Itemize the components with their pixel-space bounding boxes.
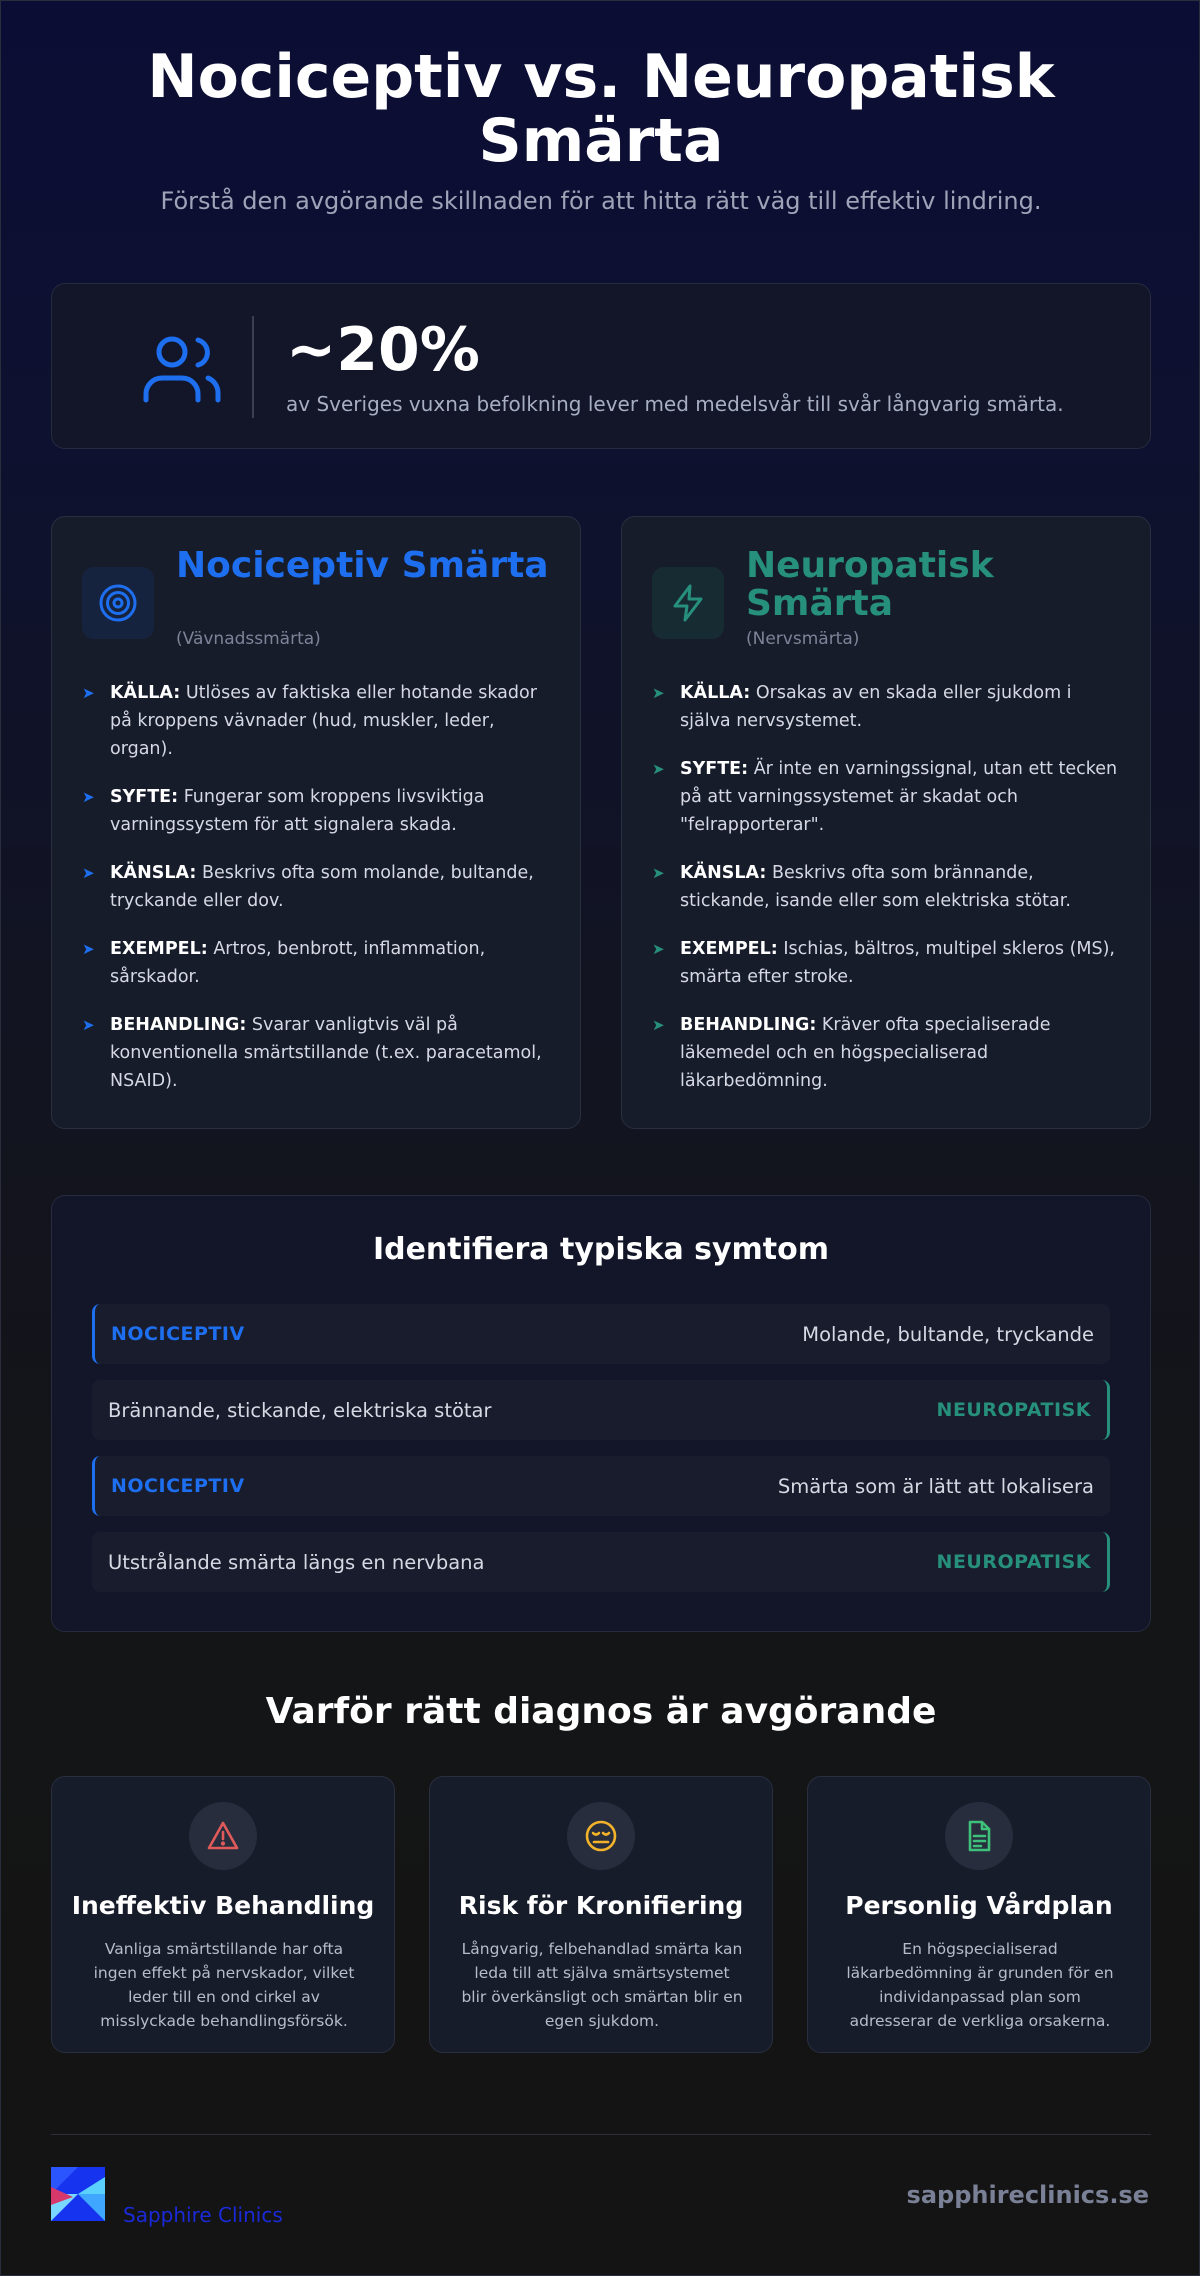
arrow-icon: ➤ (82, 940, 95, 958)
nociceptive-card (51, 516, 581, 1129)
arrow-icon: ➤ (82, 864, 95, 882)
reason-card (51, 1776, 395, 2053)
stat-value: ~20% (286, 315, 480, 385)
symptom-tag: NOCICEPTIV (111, 1475, 245, 1497)
target-icon (98, 583, 138, 623)
reason-icon-circle (567, 1802, 635, 1870)
arrow-icon: ➤ (652, 684, 665, 702)
reason-icon-circle (945, 1802, 1013, 1870)
warning-icon (206, 1819, 240, 1853)
document-icon (962, 1819, 996, 1853)
list-item: ➤ KÄLLA: Orsakas av en skada eller sjukdom i själva nervsystemet. (652, 679, 1122, 735)
list-item: ➤ BEHANDLING: Svarar vanligtvis väl på konventionella smärtstillande (t.ex. paracetamol, NSAID). (82, 1011, 552, 1095)
reason-title: Personlig Vårdplan (845, 1891, 1113, 1920)
symptom-text: Brännande, stickande, elektriska stötar (108, 1398, 492, 1422)
reason-card (429, 1776, 773, 2053)
arrow-icon: ➤ (82, 1016, 95, 1034)
page-subtitle: Förstå den avgörande skillnaden för att hitta rätt väg till effektiv lindring. (160, 187, 1042, 215)
list-item: ➤ EXEMPEL: Ischias, bältros, multipel skleros (MS), smärta efter stroke. (652, 935, 1122, 991)
stat-panel (51, 283, 1151, 449)
neuropathic-list (652, 679, 1122, 1115)
nociceptive-title: Nociceptiv Smärta (176, 545, 549, 586)
arrow-icon: ➤ (82, 788, 95, 806)
logo-text: Sapphire Clinics (123, 2203, 283, 2227)
symptom-row (92, 1456, 1110, 1516)
reason-title: Risk för Kronifiering (458, 1891, 744, 1920)
symptom-text: Molande, bultande, tryckande (802, 1322, 1094, 1346)
users-icon (140, 332, 224, 404)
symptom-row (92, 1380, 1110, 1440)
arrow-icon: ➤ (82, 684, 95, 702)
symptom-tag: NOCICEPTIV (111, 1323, 245, 1345)
list-item: ➤ KÄNSLA: Beskrivs ofta som brännande, stickande, isande eller som elektriska stötar. (652, 859, 1122, 915)
symptom-row (92, 1532, 1110, 1592)
list-item: ➤ SYFTE: Är inte en varningssignal, utan ett tecken på att varningssystemet är skadat och "felrapporterar". (652, 755, 1122, 839)
list-item: ➤ BEHANDLING: Kräver ofta specialiserade läkemedel och en högspecialiserad läkarbedömning. (652, 1011, 1122, 1095)
nociceptive-icon-box (82, 567, 154, 639)
page-title: Nociceptiv vs. Neuropatisk Smärta (147, 42, 1055, 176)
symptom-text: Smärta som är lätt att lokalisera (777, 1474, 1094, 1498)
reason-text: Vanliga smärtstillande har ofta ingen effekt på nervskador, vilket leder till en ond cirkel av misslyckade behandlingsförsök. (93, 1940, 355, 2030)
list-item: ➤ SYFTE: Fungerar som kroppens livsviktiga varningssystem för att signalera skada. (82, 783, 552, 839)
nociceptive-subtitle: (Vävnadssmärta) (176, 629, 321, 649)
tired-face-icon (584, 1819, 618, 1853)
arrow-icon: ➤ (652, 864, 665, 882)
neuropathic-icon-box (652, 567, 724, 639)
symptom-text: Utstrålande smärta längs en nervbana (108, 1550, 485, 1574)
footer-divider (51, 2134, 1151, 2135)
list-item: ➤ KÄNSLA: Beskrivs ofta som molande, bultande, tryckande eller dov. (82, 859, 552, 915)
symptoms-title: Identifiera typiska symtom (372, 1232, 830, 1267)
arrow-icon: ➤ (652, 760, 665, 778)
symptoms-panel (51, 1195, 1151, 1632)
list-item: ➤ EXEMPEL: Artros, benbrott, inflammation, sårskador. (82, 935, 552, 991)
neuropathic-subtitle: (Nervsmärta) (746, 629, 860, 649)
sapphire-logo-icon (51, 2167, 105, 2221)
header (51, 42, 1151, 215)
reason-title: Ineffektiv Behandling (71, 1891, 375, 1920)
stat-description: av Sveriges vuxna befolkning lever med medelsvår till svår långvarig smärta. (286, 392, 1064, 416)
why-title: Varför rätt diagnos är avgörande (265, 1691, 937, 1732)
website-link[interactable]: sapphireclinics.se (906, 2181, 1149, 2209)
reason-text: Långvarig, felbehandlad smärta kan leda till att själva smärtsystemet blir överkänsligt och smärtan blir en egen sjukdom. (461, 1940, 743, 2030)
neuropathic-card (621, 516, 1151, 1129)
list-item: ➤ KÄLLA: Utlöses av faktiska eller hotande skador på kroppens vävnader (hud, muskler, leder, organ). (82, 679, 552, 763)
symptom-row (92, 1304, 1110, 1364)
reason-icon-circle (189, 1802, 257, 1870)
reason-card (807, 1776, 1151, 2053)
lightning-icon (668, 583, 708, 623)
stat-divider (252, 316, 254, 418)
symptom-tag: NEUROPATISK (936, 1399, 1091, 1421)
reason-text: En högspecialiserad läkarbedömning är grunden för en individanpassad plan som adresserar de verkliga orsakerna. (846, 1940, 1114, 2030)
nociceptive-list (82, 679, 552, 1115)
arrow-icon: ➤ (652, 1016, 665, 1034)
why-section (51, 1691, 1151, 1732)
neuropathic-title: Neuropatisk Smärta (746, 545, 994, 624)
arrow-icon: ➤ (652, 940, 665, 958)
symptom-tag: NEUROPATISK (936, 1551, 1091, 1573)
